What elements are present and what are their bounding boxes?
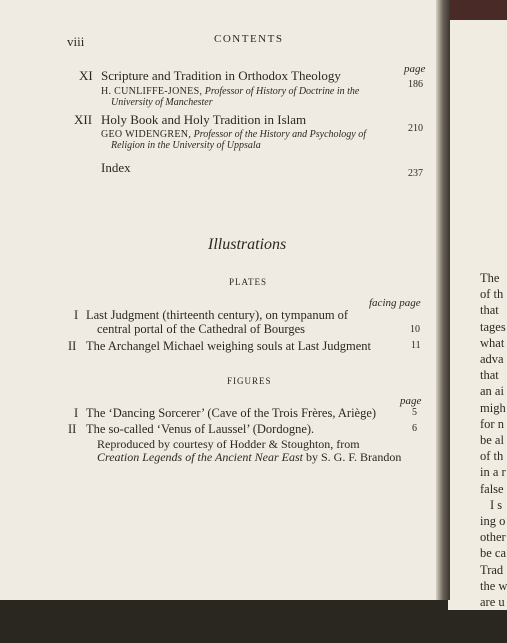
facing-line: for n — [480, 416, 504, 431]
figure-caption: The so-called ‘Venus of Laussel’ (Dordogne). — [86, 422, 315, 436]
figures-heading: FIGURES — [227, 376, 272, 386]
facing-line: migh — [480, 400, 506, 415]
facing-line: comr — [480, 627, 506, 642]
plate-number: II — [68, 339, 77, 353]
facing-line: of th — [480, 287, 504, 302]
facing-line: in a r — [480, 465, 506, 480]
facing-line: be al — [480, 433, 504, 448]
author-desc: Professor of the History and Psychology of — [193, 129, 367, 140]
folio-number: viii — [67, 34, 85, 49]
running-head-title: CONTENTS — [214, 33, 284, 45]
chapter-number: XII — [74, 112, 93, 127]
facing-line: the w — [480, 578, 507, 593]
chapter-author — [101, 86, 359, 97]
chapter-page: 186 — [408, 79, 423, 90]
facing-page-text — [480, 270, 507, 643]
facing-line: that — [480, 303, 499, 318]
book-author: by S. G. F. Brandon — [302, 450, 402, 464]
figure-number: II — [68, 422, 77, 436]
author-desc-cont: University of Manchester — [111, 97, 213, 108]
index-page: 237 — [408, 168, 423, 179]
plate-caption-cont: central portal of the Cathedral of Bourges — [97, 322, 306, 336]
figure-number: I — [74, 406, 79, 420]
plate-caption: The Archangel Michael weighing souls at Last Judgment — [86, 339, 372, 353]
facing-line: of th — [480, 449, 504, 464]
facing-line: The — [480, 271, 500, 285]
facing-line: false — [480, 481, 504, 496]
chapter-title: Holy Book and Holy Tradition in Islam — [101, 112, 307, 127]
facing-line: Trad — [480, 562, 504, 577]
figure-page: 6 — [412, 423, 417, 434]
plate-number: I — [74, 308, 79, 322]
facing-line: what — [480, 335, 505, 350]
book-title: Creation Legends of the Ancient Near East — [97, 450, 303, 464]
book-gutter — [436, 0, 450, 600]
facing-line: tages — [480, 319, 506, 334]
facing-line: I s — [490, 497, 503, 512]
facing-line: that — [480, 368, 499, 383]
illustrations-heading: Illustrations — [208, 236, 287, 253]
figures-page-label: page — [400, 395, 422, 407]
plates-heading: PLATES — [229, 277, 268, 287]
figure-caption: The ‘Dancing Sorcerer’ (Cave of the Trois Frères, Ariège) — [86, 406, 377, 420]
facing-line: other — [480, 530, 506, 545]
figure-page: 5 — [412, 407, 417, 418]
facing-line: adva — [480, 352, 504, 367]
facing-page — [448, 20, 507, 642]
chapter-author — [101, 129, 366, 140]
author-name: GEO WIDENGREN, — [101, 129, 192, 140]
facing-line: an ai — [480, 384, 504, 399]
author-name: H. CUNLIFFE-JONES, — [101, 86, 203, 97]
facing-line: speci — [480, 611, 506, 626]
facing-line: are u — [480, 595, 505, 610]
index-entry: Index — [101, 160, 131, 175]
facing-line: be ca — [480, 546, 507, 561]
plate-page: 10 — [410, 324, 420, 335]
author-desc-cont: Religion in the University of Uppsala — [111, 140, 261, 151]
plate-caption: Last Judgment (thirteenth century), on tympanum of — [86, 308, 349, 322]
plates-page-label: facing page — [369, 297, 421, 309]
chapter-number: XI — [79, 68, 93, 83]
figure-credit: Reproduced by courtesy of Hodder & Stoughton, from — [97, 437, 360, 451]
page-column-label: page — [404, 63, 426, 75]
chapter-page: 210 — [408, 123, 423, 134]
facing-line: ing o — [480, 514, 506, 529]
author-desc: Professor of History of Doctrine in the — [204, 86, 360, 97]
figure-credit-cont — [97, 450, 401, 465]
plate-page: 11 — [411, 340, 421, 351]
chapter-title: Scripture and Tradition in Orthodox Theology — [101, 68, 341, 83]
